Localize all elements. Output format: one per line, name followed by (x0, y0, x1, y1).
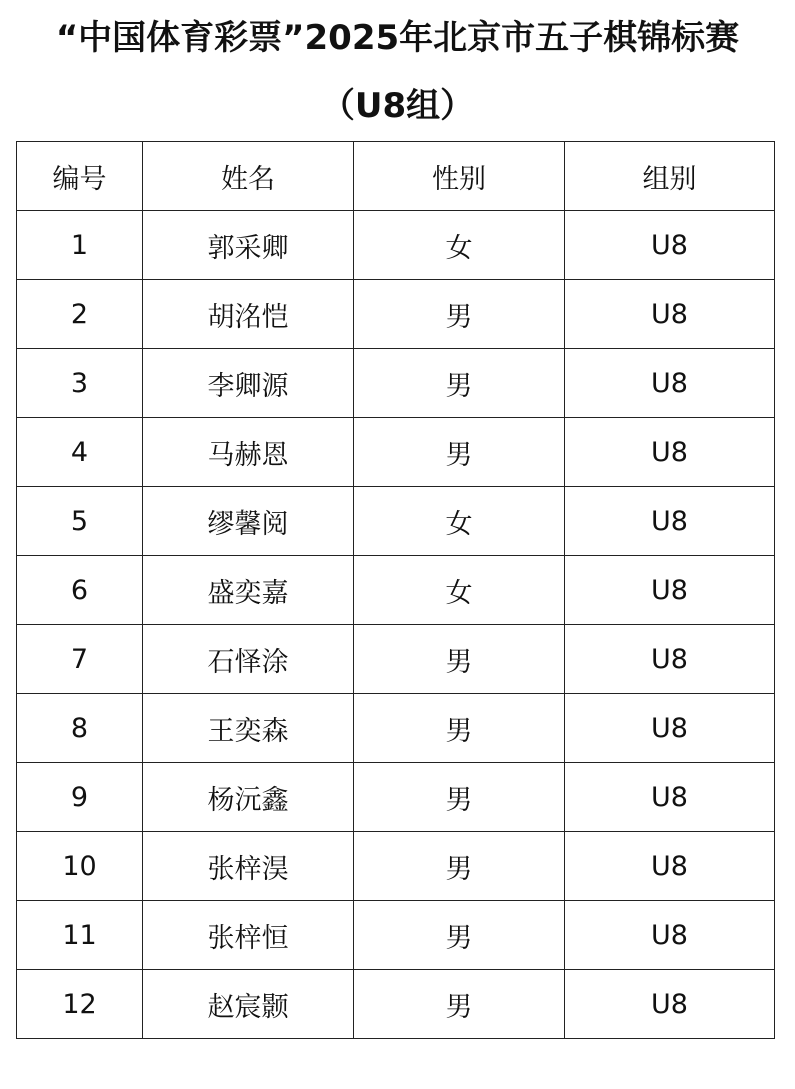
table-row (17, 280, 775, 349)
cell-name: 缪馨阅 (143, 487, 354, 556)
cell-group: U8 (565, 211, 775, 280)
cell-name: 石怿涂 (143, 625, 354, 694)
cell-number: 10 (17, 832, 143, 901)
cell-gender: 男 (354, 418, 565, 487)
cell-name: 郭采卿 (143, 211, 354, 280)
cell-number: 8 (17, 694, 143, 763)
cell-group: U8 (565, 349, 775, 418)
cell-number: 7 (17, 625, 143, 694)
table-row (17, 763, 775, 832)
table-row (17, 901, 775, 970)
cell-gender: 男 (354, 280, 565, 349)
header-name: 姓名 (143, 142, 354, 211)
cell-gender: 女 (354, 556, 565, 625)
cell-number: 3 (17, 349, 143, 418)
cell-number: 6 (17, 556, 143, 625)
table-row (17, 970, 775, 1039)
table-row (17, 832, 775, 901)
header-row (17, 142, 775, 211)
cell-group: U8 (565, 418, 775, 487)
cell-number: 4 (17, 418, 143, 487)
cell-name: 张梓淏 (143, 832, 354, 901)
cell-gender: 男 (354, 970, 565, 1039)
cell-group: U8 (565, 556, 775, 625)
cell-gender: 男 (354, 763, 565, 832)
table-body (17, 211, 775, 1039)
cell-number: 12 (17, 970, 143, 1039)
cell-name: 杨沅鑫 (143, 763, 354, 832)
cell-name: 张梓恒 (143, 901, 354, 970)
cell-gender: 女 (354, 487, 565, 556)
table-row (17, 349, 775, 418)
cell-name: 王奕森 (143, 694, 354, 763)
header-group: 组别 (565, 142, 775, 211)
cell-group: U8 (565, 625, 775, 694)
cell-gender: 女 (354, 211, 565, 280)
cell-number: 1 (17, 211, 143, 280)
cell-group: U8 (565, 763, 775, 832)
document-title: “中国体育彩票”2025年北京市五子棋锦标赛 (55, 18, 740, 58)
cell-gender: 男 (354, 901, 565, 970)
cell-group: U8 (565, 280, 775, 349)
cell-group: U8 (565, 487, 775, 556)
table-row (17, 556, 775, 625)
table-header (17, 142, 775, 211)
cell-gender: 男 (354, 694, 565, 763)
header-gender: 性别 (354, 142, 565, 211)
cell-number: 11 (17, 901, 143, 970)
cell-group: U8 (565, 901, 775, 970)
roster-table (16, 141, 775, 1039)
table-row (17, 694, 775, 763)
table-row (17, 211, 775, 280)
cell-name: 盛奕嘉 (143, 556, 354, 625)
table-row (17, 625, 775, 694)
cell-gender: 男 (354, 349, 565, 418)
cell-name: 胡洺恺 (143, 280, 354, 349)
document-subtitle: （U8组） (320, 86, 475, 126)
cell-name: 李卿源 (143, 349, 354, 418)
cell-group: U8 (565, 694, 775, 763)
table-row (17, 487, 775, 556)
cell-number: 9 (17, 763, 143, 832)
header-number: 编号 (17, 142, 143, 211)
cell-number: 5 (17, 487, 143, 556)
cell-gender: 男 (354, 625, 565, 694)
cell-name: 马赫恩 (143, 418, 354, 487)
cell-number: 2 (17, 280, 143, 349)
table-row (17, 418, 775, 487)
cell-group: U8 (565, 970, 775, 1039)
cell-gender: 男 (354, 832, 565, 901)
cell-name: 赵宸颢 (143, 970, 354, 1039)
cell-group: U8 (565, 832, 775, 901)
